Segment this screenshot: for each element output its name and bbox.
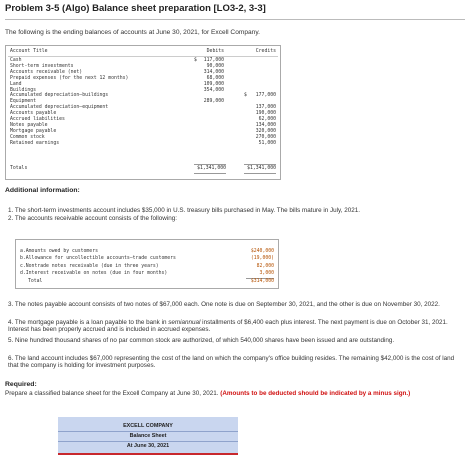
header-divider (8, 56, 278, 57)
list-item (16, 270, 278, 277)
info-item-1: 1. The short-term investments account includes $35,000 in U.S. treasury bills purchased in May. The bills mature in July, 2021. (8, 207, 360, 214)
table-row (6, 141, 280, 147)
credit-amount: 134,000 (255, 122, 276, 128)
info-item-6: 6. The land account includes $67,000 representing the cost of the land on which the company's office building resides. The remaining $42,000 is the cost of land that the company is holding for investment purposes. (8, 355, 455, 370)
account-label: Common stock (10, 134, 45, 140)
account-label: Accounts payable (10, 111, 57, 117)
company-name: EXCELL COMPANY (123, 423, 173, 429)
credit-amount: 51,000 (258, 140, 276, 146)
statement-date: At June 30, 2021 (126, 443, 170, 449)
credit-amount: 137,000 (255, 105, 276, 111)
debit-amount: 117,000 (203, 58, 224, 63)
account-label: Prepaid expenses (for the next 12 months) (10, 75, 129, 81)
account-label: Mortgage payable (10, 128, 57, 134)
credit-double-rule (244, 173, 276, 174)
debit-amount: 90,000 (206, 63, 224, 69)
account-label: Accumulated depreciation—buildings (10, 93, 109, 99)
column-header-credits: Credits (255, 49, 276, 54)
debit-amount: 354,000 (203, 87, 224, 93)
info-item-5: 5. Nine hundred thousand shares of no par common stock are authorized, of which 540,000 shares have been issued and are outstanding. (8, 337, 395, 344)
credit-amount: 320,000 (255, 128, 276, 134)
totals-credit: $1,341,000 (247, 166, 276, 171)
receivable-amount: $240,000 (250, 249, 274, 254)
account-label: Accrued liabilities (10, 117, 65, 122)
required-note: (Amounts to be deducted should be indicated by a minus sign.) (220, 390, 411, 397)
account-label: Accumulated depreciation—equipment (10, 105, 109, 111)
receivable-label: d.Interest receivable on notes (due in four months) (20, 270, 168, 276)
statement-title: Balance Sheet (129, 433, 167, 439)
table-header-row (6, 49, 280, 55)
additional-info-heading: Additional information: (5, 187, 80, 194)
credit-amount: 270,000 (255, 134, 276, 140)
debit-amount: 314,000 (203, 69, 224, 75)
receivable-amount: 3,000 (259, 270, 274, 276)
list-item (16, 255, 278, 262)
receivable-label: c.Nontrade notes receivable (due in three years) (20, 263, 159, 269)
receivables-total-label: Total (28, 279, 43, 284)
credit-amount: 190,000 (255, 111, 276, 117)
totals-label: Totals (10, 166, 28, 171)
debit-amount: 289,000 (203, 99, 224, 105)
receivables-table (15, 239, 279, 289)
receivable-amount: (19,000) (250, 256, 274, 262)
account-label: Short-term investments (10, 63, 74, 69)
trial-balance-table (5, 45, 281, 180)
required-text: Prepare a classified balance sheet for the Excell Company at June 30, 2021. (5, 390, 219, 397)
debit-amount: 109,000 (203, 81, 224, 87)
balance-sheet-header (58, 417, 238, 454)
totals-debit: $1,341,000 (197, 166, 226, 171)
debit-currency: $ (194, 58, 197, 63)
debit-double-rule (194, 173, 226, 174)
debit-total-rule (194, 164, 226, 165)
credit-currency: $ (244, 93, 247, 99)
info-item-4: 4. The mortgage payable is a loan payable to the bank in semiannual installments of $6,400 each plus interest. The next payment is due on October 31, 2021. Interest has been properly accrued and is included in accrued expenses. (8, 319, 448, 334)
info-item-2: 2. The accounts receivable account consists of the following: (8, 215, 177, 222)
account-label: Equipment (10, 99, 36, 105)
receivables-total-amount: $314,000 (250, 279, 274, 284)
credit-amount: 62,000 (258, 117, 276, 122)
credit-total-rule (244, 164, 276, 165)
problem-title: Problem 3-5 (Algo) Balance sheet preparation [LO3-2, 3-3] (5, 3, 266, 14)
account-label: Cash (10, 58, 22, 63)
header-separator (58, 431, 238, 432)
receivable-label: a.Amounts owed by customers (20, 249, 98, 254)
debit-amount: 68,000 (206, 75, 224, 81)
required-heading: Required: (5, 381, 37, 388)
column-header-account: Account Title (10, 49, 48, 54)
header-separator (58, 441, 238, 442)
credit-amount: 177,000 (255, 93, 276, 99)
required-instructions (5, 390, 465, 397)
account-label: Buildings (10, 87, 36, 93)
account-label: Land (10, 81, 22, 87)
account-label: Accounts receivable (net) (10, 69, 83, 75)
intro-text: The following is the ending balances of accounts at June 30, 2021, for Excell Company. (5, 29, 260, 36)
title-divider (5, 19, 465, 20)
column-header-debits: Debits (206, 49, 224, 54)
totals-row (6, 166, 280, 172)
receivable-label: b.Allowance for uncollectible accounts—trade customers (20, 256, 176, 262)
receivables-total-row (16, 278, 278, 285)
list-item (16, 248, 278, 255)
account-label: Retained earnings (10, 140, 60, 146)
info-item-3: 3. The notes payable account consists of two notes of $67,000 each. One note is due on September 30, 2021, and the other is due on November 30, 2022. (8, 301, 440, 308)
account-label: Notes payable (10, 122, 48, 128)
receivable-amount: 82,000 (256, 263, 274, 269)
list-item (16, 263, 278, 270)
